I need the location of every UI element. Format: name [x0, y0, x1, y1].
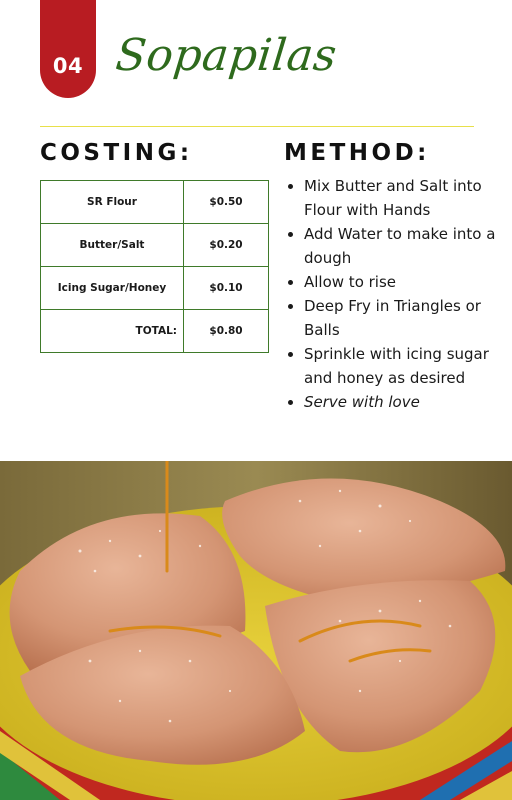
cost-item: SR Flour: [41, 181, 184, 224]
sopapillas-photo: [0, 461, 512, 800]
method-step: • Allow to rise: [304, 270, 504, 294]
cost-item: Butter/Salt: [41, 224, 184, 267]
costing-heading: COSTING:: [40, 140, 193, 166]
cost-item: Icing Sugar/Honey: [41, 267, 184, 310]
recipe-title: Sopapilas: [113, 30, 340, 81]
total-label: TOTAL:: [41, 310, 184, 353]
costing-table: [40, 180, 269, 353]
divider: [40, 126, 474, 127]
table-row: [41, 224, 269, 267]
method-heading: METHOD:: [284, 140, 430, 166]
method-step: • Serve with love: [304, 390, 504, 414]
total-price: $0.80: [184, 310, 269, 353]
total-row: [41, 310, 269, 353]
method-step: • Add Water to make into a dough: [304, 222, 504, 270]
cost-price: $0.20: [184, 224, 269, 267]
cost-price: $0.50: [184, 181, 269, 224]
recipe-number-badge: [40, 0, 96, 98]
recipe-number: 04: [52, 54, 84, 78]
method-step: • Mix Butter and Salt into Flour with Hands: [304, 174, 504, 222]
method-step: • Deep Fry in Triangles or Balls: [304, 294, 504, 342]
table-row: [41, 181, 269, 224]
cost-price: $0.10: [184, 267, 269, 310]
table-row: [41, 267, 269, 310]
method-list: [286, 174, 504, 414]
method-step: • Sprinkle with icing sugar and honey as desired: [304, 342, 504, 390]
photo-illustration: [0, 461, 512, 800]
